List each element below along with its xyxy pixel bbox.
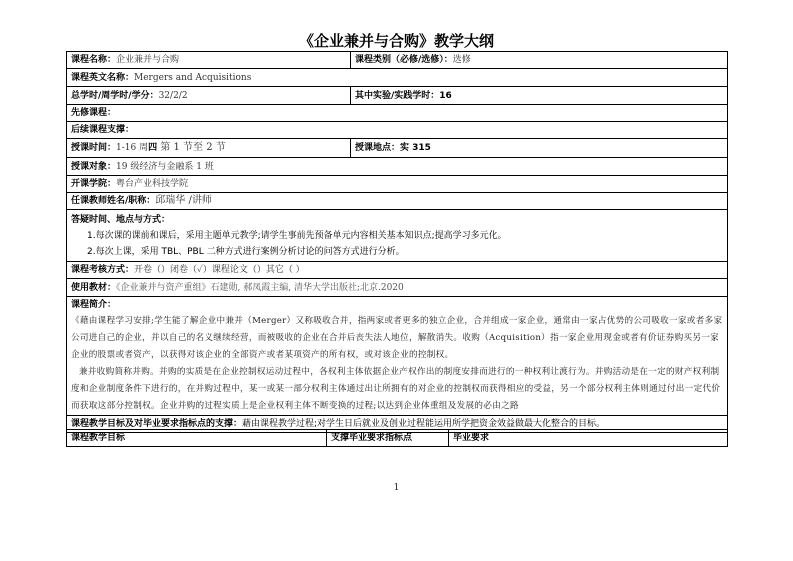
college-value: 粤台产业科技学院 bbox=[116, 179, 189, 189]
followup-cell bbox=[67, 122, 728, 139]
teaching-time-weeks: 1-16 周 bbox=[116, 143, 149, 153]
practice-hours-cell bbox=[351, 87, 728, 105]
course-name-label: 课程名称： bbox=[71, 55, 117, 65]
english-name-label: 课程英文名称： bbox=[71, 72, 135, 83]
english-name-value: Mergers and Acquisitions bbox=[134, 72, 252, 83]
course-name-cell bbox=[67, 52, 351, 69]
qa-cell bbox=[67, 210, 728, 262]
audience-cell bbox=[67, 158, 728, 176]
intro-cell bbox=[67, 297, 728, 416]
assessment-label: 课程考核方式： bbox=[71, 265, 135, 275]
teacher-label: 任课教师姓名/职称： bbox=[71, 196, 156, 206]
teaching-time-cell bbox=[67, 139, 351, 158]
course-name-value: 企业兼并与合购 bbox=[116, 55, 180, 65]
course-type-label: 课程类别（必修/选修）： bbox=[355, 55, 453, 65]
location-cell bbox=[351, 139, 728, 158]
practice-hours-label: 其中实验/实践学时： bbox=[355, 90, 440, 101]
location-value: 实 315 bbox=[400, 143, 431, 153]
objectives-label: 课程教学目标及对毕业要求指标点的支撑： bbox=[71, 419, 243, 429]
hours-cell bbox=[67, 87, 351, 105]
audience-value: 19 级经济与金融系 1 班 bbox=[116, 161, 214, 172]
teaching-time-label: 授课时间： bbox=[71, 143, 117, 153]
english-name-cell bbox=[67, 69, 728, 87]
teaching-time-period: 第 1 节至 2 节 bbox=[157, 142, 226, 153]
college-cell bbox=[67, 176, 728, 193]
course-type-cell bbox=[351, 52, 728, 69]
followup-label: 后续课程支撑： bbox=[71, 125, 135, 135]
location-label: 授课地点： bbox=[355, 143, 401, 153]
syllabus-table bbox=[66, 51, 728, 433]
hours-label: 总学时/周学时/学分： bbox=[71, 90, 159, 101]
document-title: 《企业兼并与合购》教学大纲 bbox=[298, 32, 494, 50]
prerequisite-cell bbox=[67, 105, 728, 122]
textbook-label: 使用教材： bbox=[71, 282, 117, 293]
audience-label: 授课对象： bbox=[71, 161, 117, 172]
objectives-header-table bbox=[66, 429, 728, 447]
teacher-value: 邱瑞华 /讲师 bbox=[155, 195, 212, 206]
intro-paragraph-1: 《藉由课程学习安排;学生能了解企业中兼并（Merger）又称吸收合并，指两家或者更多的独立企业，合并组成一家企业，通常由一家占优势的公司吸收一家或者多家公司进自己的企业，并以自己的名义继续经营，而被吸收的企业在合并后丧失法人地位，解散消失。收购（Acquisition）指一家企业用现金或者有价证券购买另一家企业的股票或者资产，以获得对该企业的全部资产或者某项资产的所有权，或对该企业的控制权。 bbox=[71, 316, 723, 360]
college-label: 开课学院： bbox=[71, 179, 117, 189]
textbook-value: 《企业兼并与资产重组》石建勋, 郝凤霞主编, 清华大学出版社;北京.2020 bbox=[116, 282, 404, 293]
intro-label: 课程简介： bbox=[71, 300, 117, 310]
header-teaching-objective: 课程教学目标 bbox=[67, 430, 327, 447]
qa-item-1: 1.每次课的课前和课后，采用主题单元教学;请学生事前先预备单元内容相关基本知识点;提高学习多元化。 bbox=[87, 230, 507, 241]
qa-item-2: 2.每次上课，采用 TBL、PBL 二种方式进行案例分析讨论的问答方式进行分析。 bbox=[87, 246, 405, 257]
textbook-cell bbox=[67, 279, 728, 297]
qa-label: 答疑时间、地点与方式： bbox=[71, 214, 171, 225]
header-supporting-indicator: 支撑毕业要求指标点 bbox=[327, 430, 449, 447]
page-number: 1 bbox=[393, 483, 400, 493]
teaching-time-day: 四 bbox=[148, 143, 158, 153]
practice-hours-value: 16 bbox=[439, 90, 452, 101]
hours-value: 32/2/2 bbox=[158, 90, 188, 101]
intro-paragraph-2: 兼并收购简称并购。并购的实质是在企业控制权运动过程中，各权利主体依据企业产权作出的制度安排而进行的一种权利让渡行为。并购活动是在一定的财产权利制度和企业制度条件下进行的，在并购过程中，某一或某一部分权利主体通过出让所拥有的对企业的控制权而获得相应的受益，另一个部分权利主体则通过付出一定代价而获取这部分控制权。企业并购的过程实质上是企业权利主体不断变换的过程;以达到企业体重组及发展的必由之路 bbox=[71, 367, 721, 411]
header-graduation-requirement: 毕业要求 bbox=[449, 430, 728, 447]
assessment-value: 开卷（）闭卷（✓）课程论文（）其它（ ） bbox=[134, 265, 305, 275]
objectives-value: 藉由课程教学过程;对学生日后就业及创业过程能运用所学把资金效益做最大化整合的目标。 bbox=[242, 419, 606, 429]
prerequisite-label: 先修课程： bbox=[71, 108, 117, 118]
course-type-value: 选修 bbox=[452, 55, 471, 65]
assessment-cell bbox=[67, 262, 728, 279]
teacher-cell bbox=[67, 193, 728, 210]
